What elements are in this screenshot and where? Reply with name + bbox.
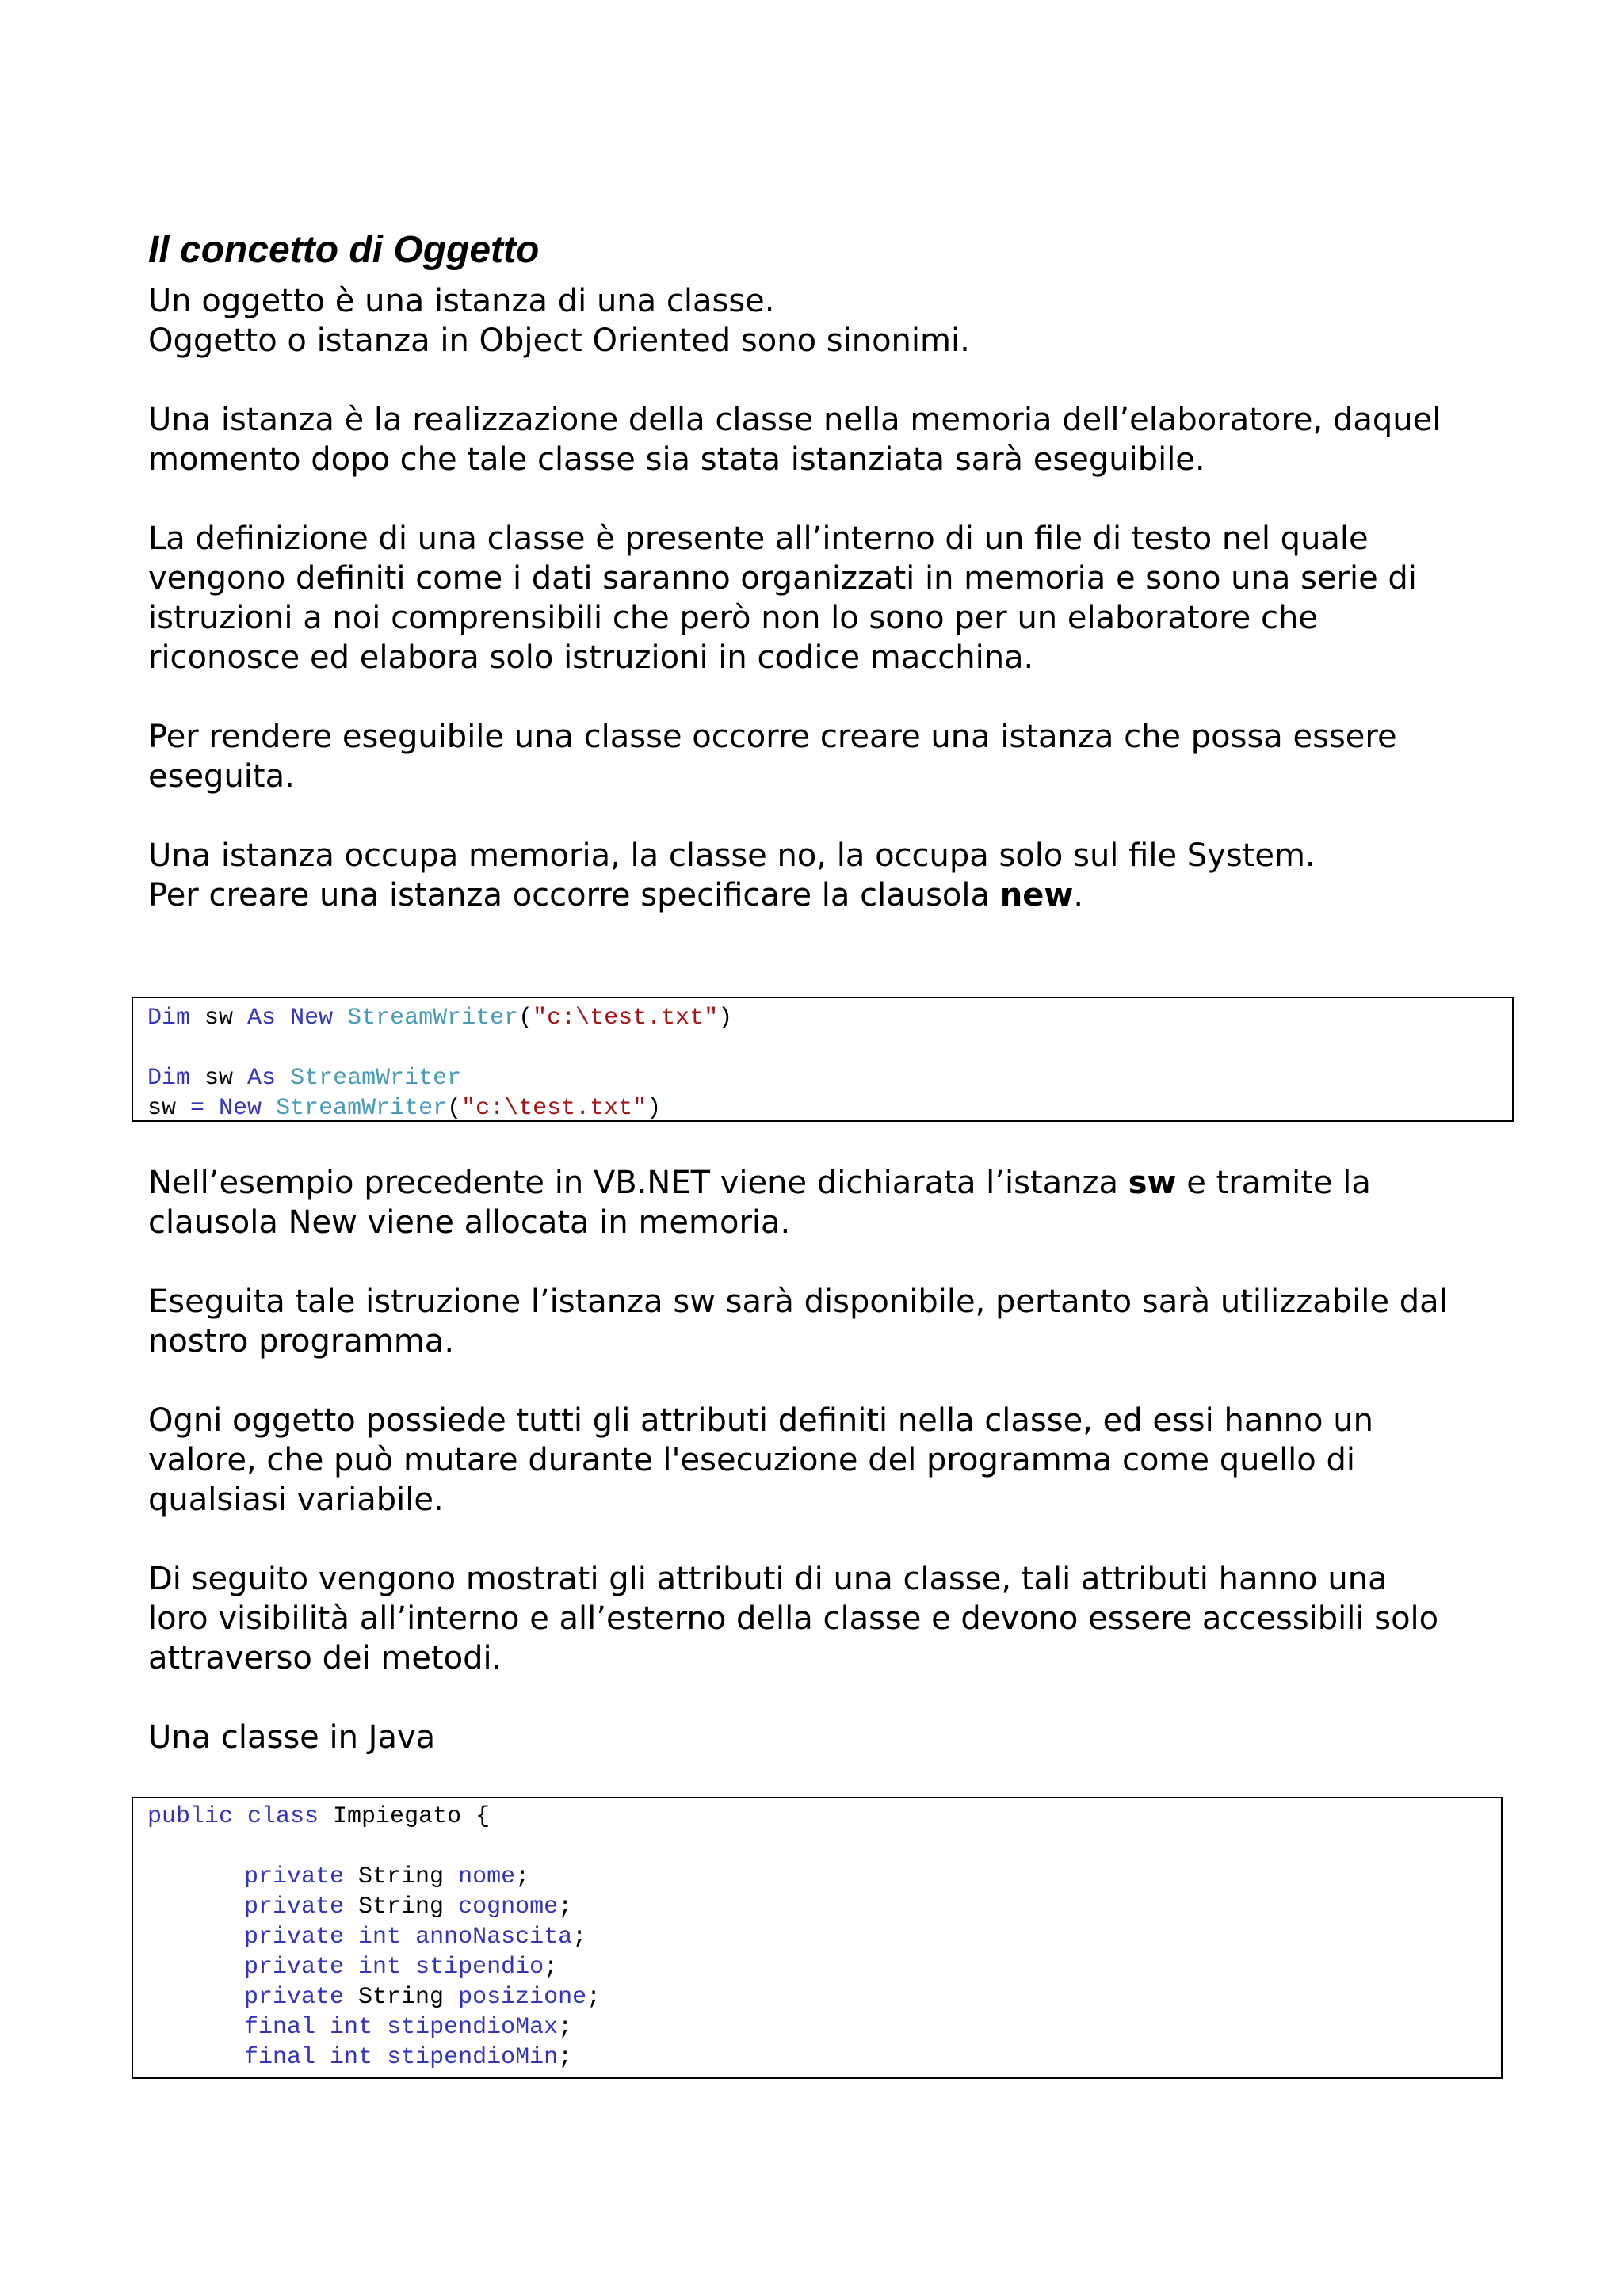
code-line: public class Impiegato { [147, 1803, 491, 1830]
text-line: momento dopo che tale classe sia stata istanziata sarà eseguibile. [148, 441, 1205, 478]
text-line: Di seguito vengono mostrati gli attributi di una classe, tali attributi hanno una [148, 1561, 1388, 1597]
java-fields [147, 1862, 1501, 2073]
text-line: Eseguita tale istruzione l’istanza sw sarà disponibile, pertanto sarà utilizzabile dal [148, 1283, 1448, 1320]
text-line: Per creare una istanza occorre specificare la clausola new. [148, 877, 1084, 913]
java-field-line: private int stipendio; [244, 1954, 559, 1981]
java-field-line: private int annoNascita; [244, 1924, 587, 1951]
text-line: clausola New viene allocata in memoria. [148, 1204, 791, 1241]
code-line: Dim sw As StreamWriter [147, 1065, 462, 1092]
text-line: Oggetto o istanza in Object Oriented sono sinonimi. [148, 322, 970, 359]
keyword-sw: sw [1128, 1165, 1177, 1201]
java-field-line: private String nome; [244, 1863, 530, 1890]
text-line: vengono definiti come i dati saranno organizzati in memoria e sono una serie di [148, 560, 1417, 597]
keyword-new: new [999, 877, 1074, 913]
java-field-line: private String cognome; [244, 1894, 573, 1920]
text-line: Una classe in Java [148, 1719, 436, 1756]
text-line: Ogni oggetto possiede tutti gli attributi definiti nella classe, ed essi hanno un [148, 1402, 1373, 1439]
page-title: Il concetto di Oggetto [148, 229, 540, 271]
java-field-line: final int stipendioMax; [244, 2014, 573, 2041]
text-line: nostro programma. [148, 1323, 455, 1360]
vb-code-box [132, 997, 1514, 1122]
java-code-box [132, 1797, 1503, 2079]
text-line: istruzioni a noi comprensibili che però non lo sono per un elaboratore che [148, 600, 1318, 636]
explanation-section [148, 1163, 1511, 1757]
text-line: eseguita. [148, 758, 295, 795]
text-line: loro visibilità all’interno e all’esterno della classe e devono essere accessibili solo [148, 1600, 1439, 1637]
text-line: Nell’esempio precedente in VB.NET viene dichiarata l’istanza sw e tramite la [148, 1165, 1371, 1201]
code-line: sw = New StreamWriter("c:\test.txt") [147, 1095, 662, 1122]
text-line: La definizione di una classe è presente all’interno di un file di testo nel quale [148, 521, 1369, 557]
text-line: Una istanza occupa memoria, la classe no, la occupa solo sul file System. [148, 837, 1316, 874]
text-line: attraverso dei metodi. [148, 1640, 502, 1676]
text-line: riconosce ed elabora solo istruzioni in codice macchina. [148, 639, 1034, 676]
text-line: qualsiasi variabile. [148, 1482, 444, 1518]
code-line: Dim sw As New StreamWriter("c:\test.txt") [147, 1005, 733, 1032]
text-line: valore, che può mutare durante l'esecuzione del programma come quello di [148, 1442, 1355, 1478]
text-line: Un oggetto è una istanza di una classe. [148, 283, 775, 319]
java-field-line: final int stipendioMin; [244, 2044, 573, 2071]
text-line: Una istanza è la realizzazione della classe nella memoria dell’elaboratore, daquel [148, 402, 1442, 438]
text-line: Per rendere eseguibile una classe occorre creare una istanza che possa essere [148, 719, 1397, 755]
java-field-line: private String posizione; [244, 1984, 601, 2011]
intro-section [148, 281, 1511, 915]
